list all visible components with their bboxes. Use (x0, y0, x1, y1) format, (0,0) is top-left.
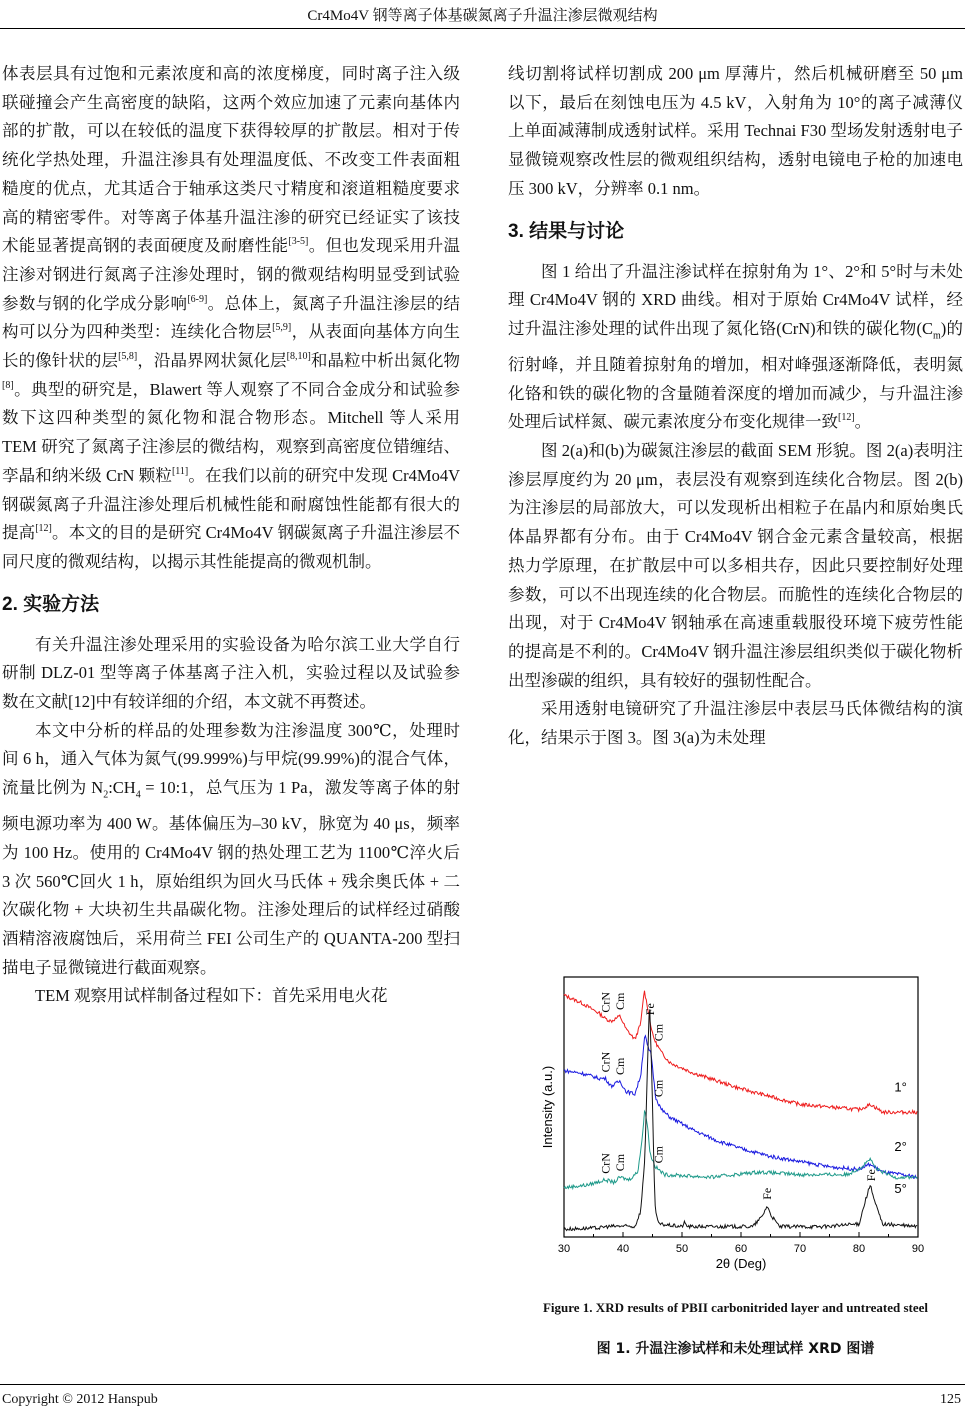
text-run: 图 1 给出了升温注渗试样在掠射角为 1°、2°和 5°时与未处理 Cr4Mo4V 钢的 XRD 曲线。相对于原始 Cr4Mo4V 试样，经过升温注渗处理的试件出现了氮化铬(CrN)和铁的碳化物(C (508, 261, 963, 338)
paragraph (508, 695, 963, 752)
text-run: 线切割将试样切割成 200 μm 厚薄片，然后机械研磨至 50 μm 以下，最后在刻蚀电压为 4.5 kV，入射角为 10°的离子减薄仪上单面减薄制成透射试样。采用 Technai F30 型场发射透射电子显微镜观察改性层的微观组织结构，透射电镜电子枪的加速电压 300 kV，分辨率 0.1 nm。 (508, 64, 963, 198)
text-run: )的衍射峰，并且随着掠射角的增加，相对峰强逐渐降低，表明氮化铬和铁的碳化物的含量随着深度的增加而减少，与升温注渗处理后试样氮、碳元素浓度分布变化规律一致 (508, 318, 964, 432)
x-tick-label: 50 (675, 1243, 689, 1255)
x-tick-label: 70 (793, 1243, 807, 1255)
peak-annotation: CrN (598, 991, 613, 1013)
paragraph (2, 60, 460, 577)
text-run: 有关升温注渗处理采用的实验设备为哈尔滨工业大学自行研制 DLZ-01 型等离子体基离子注入机，实验过程以及试验参数在文献[12]中有较详细的介绍，本文就不再赘述。 (2, 634, 460, 712)
citation: [11] (171, 465, 189, 477)
x-tick-label: 60 (734, 1243, 748, 1255)
text-run: 。但也发现采用升温注渗对钢进行氮离子注渗处理时，钢的微观结构明显受到试验参数与钢的化学成分影响 (2, 236, 461, 313)
x-tick-label: 30 (557, 1243, 571, 1255)
peak-annotation: Fe (759, 1187, 774, 1200)
series-label: 5° (894, 1180, 907, 1196)
paragraph (508, 258, 963, 438)
text-run: ，从表面向基体方向生长的像针状的层 (2, 322, 461, 371)
peak-annotation: CrN (598, 1051, 613, 1073)
paragraph (2, 717, 460, 983)
citation: [5,8] (118, 351, 138, 363)
paragraph (2, 982, 460, 1011)
y-axis-label: Intensity (a.u.) (540, 1065, 555, 1149)
paragraph (508, 60, 963, 204)
citation: [3-5] (288, 236, 309, 248)
text-run: = 10:1，总气压为 1 Pa，激发等离子体的射频电源功率为 400 W。基体偏压为–30 kV，脉宽为 40 μs，频率为 100 Hz。使用的 Cr4Mo4V 钢的热处理工艺为 1100℃淬火后 3 次 560℃回火 1 h，原始组织为回火马氏体 + 残余奥氏体 + 二次碳化物 + 大块初生共晶碳化物。注渗处理后的试样经过硝酸酒精溶液腐蚀后，采用荷兰 FEI 公司生产的 QUANTA-200 型扫描电子显微镜进行截面观察。 (2, 778, 461, 977)
page-number: 125 (940, 1392, 961, 1407)
text-run: :CH (108, 778, 136, 798)
text-run: 2. 实验方法 (2, 593, 100, 615)
peak-annotation: Fe (643, 1003, 658, 1016)
peak-annotation: Cm (651, 1023, 666, 1042)
text-run: TEM 观察用试样制备过程如下：首先采用电火花 (35, 986, 388, 1006)
subscript: 2 (103, 789, 109, 801)
running-header: Cr4Mo4V 钢等离子体基碳氮离子升温注渗层微观结构 (307, 8, 658, 24)
citation: [5,9] (272, 322, 292, 334)
citation: [8,10] (286, 351, 311, 363)
header-rule (0, 28, 965, 29)
text-run: 图 2(a)和(b)为碳氮注渗层的截面 SEM 形貌。图 2(a)表明注渗层厚度约为 20 μm，表层没有观察到连续化合物层。图 2(b)为注渗层的局部放大，可以发现析出相粒子在晶内和原始奥氏体晶界都有分布。由于 Cr4Mo4V 钢合金元素含量较高，根据热力学原理，在扩散层中可以多相共存，因此只要控制好处理参数，可以不出现连续的化合物层。而脆性的连续化合物层的出现，对于 Cr4Mo4V 钢轴承在高速重载服役环境下疲劳性能的提高是不利的。Cr4Mo4V 钢升温注渗层组织类似于碳化物析出型渗碳的组织，具有较好的强韧性配合。 (508, 441, 963, 690)
citation: [12] (838, 412, 855, 424)
text-run: 。本文的目的是研究 Cr4Mo4V 钢碳氮离子升温注渗层不同尺度的微观结构，以揭示其性能提高的微观机制。 (2, 523, 460, 571)
peak-annotation: Cm (613, 1057, 628, 1075)
text-run: 3. 结果与讨论 (508, 220, 625, 242)
plot-frame (564, 977, 918, 1237)
xrd-chart (530, 955, 930, 1295)
citation: [12] (35, 523, 52, 535)
peak-annotation: CrN (598, 1153, 613, 1174)
text-run: 体表层具有过饱和元素浓度和高的浓度梯度，同时离子注入级联碰撞会产生高密度的缺陷，这两个效应加速了元素向基体内部的扩散，可以在较低的温度下获得较厚的扩散层。相对于传统化学热处理，升温注渗具有处理温度低、不改变工件表面粗糙度的优点，尤其适合于轴承这类尺寸精度和滚道粗糙度要求高的精密零件。对等离子体基升温注渗的研究已经证实了该技术能显著提高钢的表面硬度及耐磨性能 (2, 64, 460, 256)
peak-annotation: Cm (613, 1153, 628, 1172)
copyright: Copyright © 2012 Hanspub (2, 1392, 158, 1407)
peak-annotation: Fe (863, 1169, 878, 1182)
peak-annotation: Cm (613, 992, 628, 1010)
right-column (508, 60, 963, 753)
citation: [8] (2, 379, 14, 391)
paragraph (2, 631, 460, 717)
series-label: 2° (894, 1139, 907, 1155)
paragraph (508, 437, 963, 695)
peak-annotation: Cm (651, 1079, 666, 1098)
series-label: 1° (894, 1079, 907, 1095)
figure-caption-zh: 图 1. 升温注渗试样和未处理试样 XRD 图谱 (596, 1341, 875, 1357)
left-column (2, 60, 460, 1011)
x-tick-label: 90 (911, 1243, 925, 1255)
section-heading (508, 218, 963, 246)
figure-caption-en: Figure 1. XRD results of PBII carbonitrided layer and untreated steel (542, 1300, 929, 1315)
x-tick-label: 40 (616, 1243, 630, 1255)
text-run: 。 (854, 412, 872, 432)
subscript: 4 (135, 789, 141, 801)
series-line-untreated (564, 1009, 917, 1230)
x-tick-label: 80 (852, 1243, 866, 1255)
text-run: 。总体上，氮离子升温注渗层的结构可以分为四种类型：连续化合物层 (2, 293, 461, 342)
subscript: m (932, 330, 941, 342)
text-run: ，沿晶界网状氮化层 (137, 351, 287, 371)
text-run: 。在我们以前的研究中发现 Cr4Mo4V 钢碳氮离子升温注渗处理后机械性能和耐腐蚀性能都有很大的提高 (2, 465, 460, 543)
x-axis-label: 2θ (Deg) (715, 1256, 767, 1271)
footer-rule (0, 1384, 965, 1385)
text-run: 和晶粒中析出氮化物 (310, 351, 461, 371)
citation: [6-9] (187, 293, 208, 305)
section-heading (2, 591, 460, 619)
text-run: 本文中分析的样品的处理参数为注渗温度 300℃，处理时间 6 h，通入气体为氮气(99.999%)与甲烷(99.99%)的混合气体，流量比例为 N (2, 720, 460, 798)
text-run: 采用透射电镜研究了升温注渗层中表层马氏体微结构的演化，结果示于图 3。图 3(a)为未处理 (508, 699, 963, 748)
text-run: 。典型的研究是，Blawert 等人观察了不同合金成分和试验参数下这四种类型的氮化物和混合物形态。Mitchell 等人采用 TEM 研究了氮离子注渗层的微结构，观察到高密度位错缠结、孪晶和纳米级 CrN 颗粒 (2, 379, 460, 485)
peak-annotation: Cm (651, 1146, 666, 1164)
